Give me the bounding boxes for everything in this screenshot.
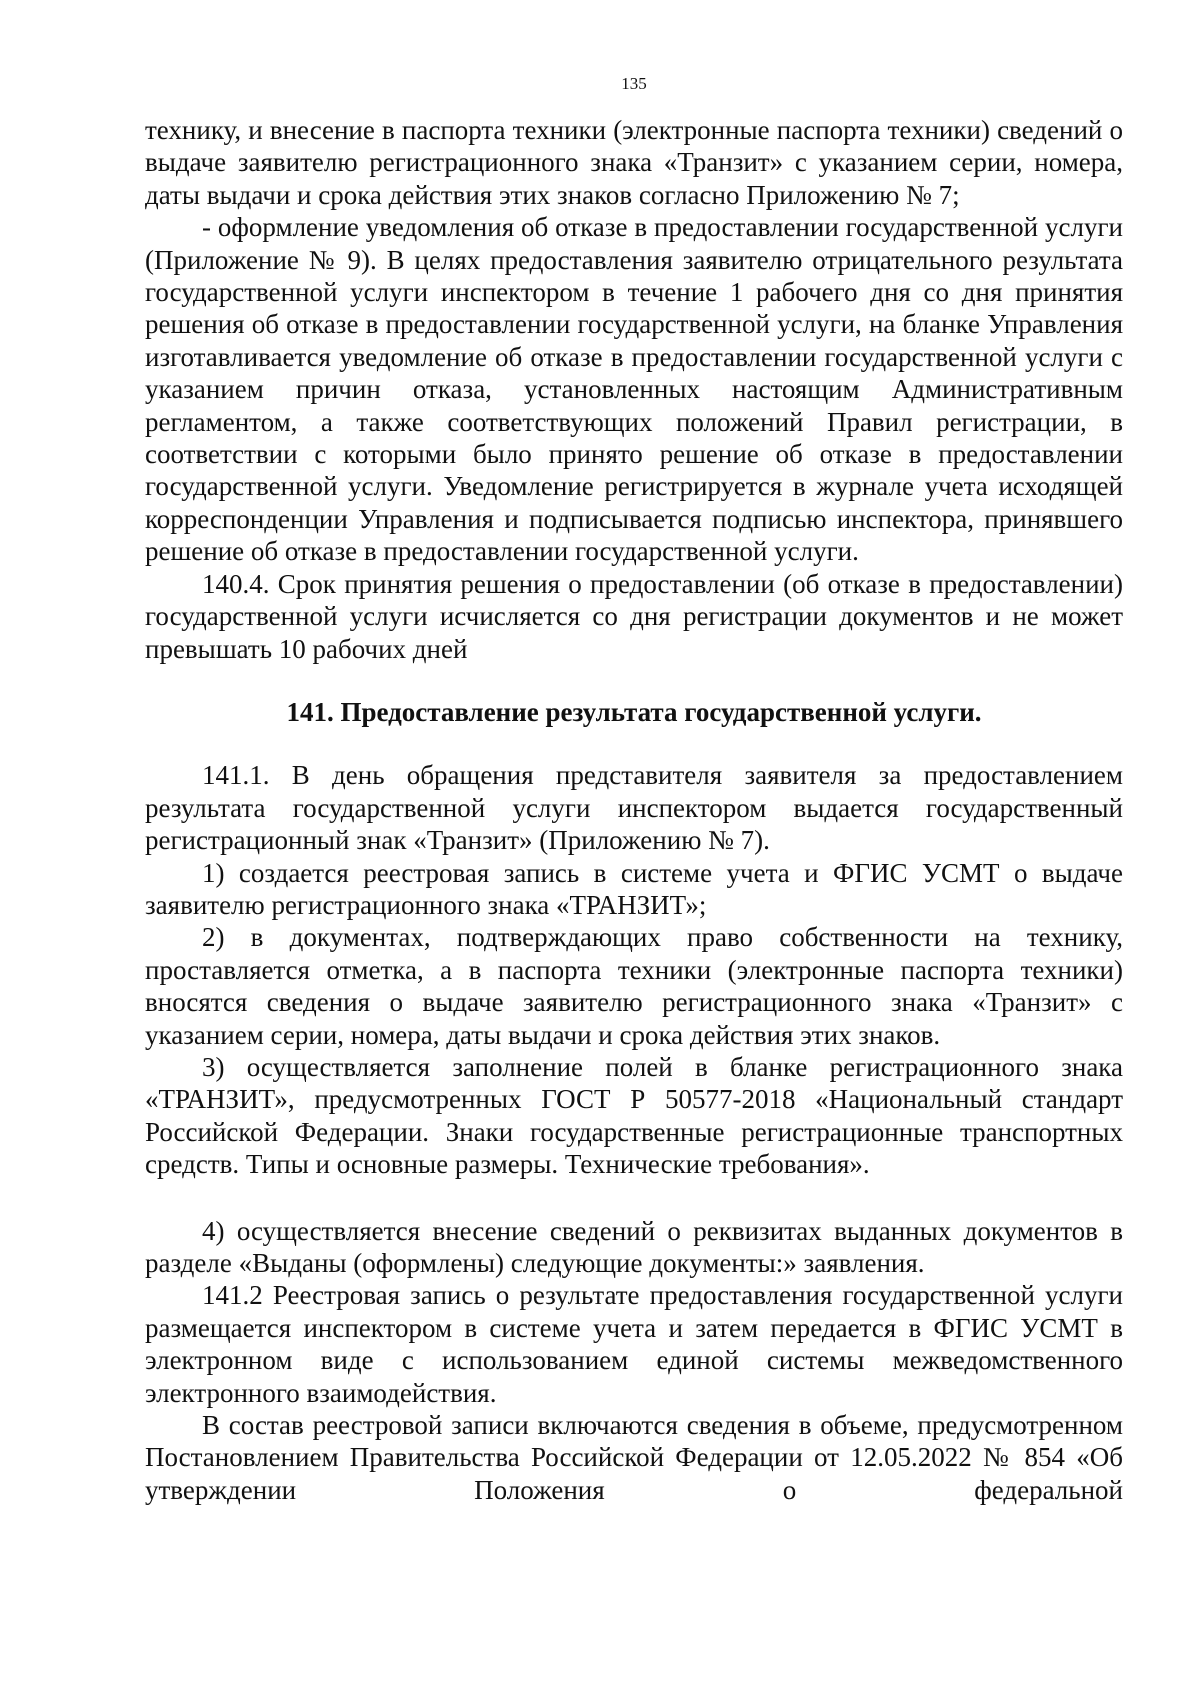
paragraph-141-2: 141.2 Реестровая запись о результате предоставления государственной услуги размещается инспектором в системе учета и затем передается в ФГИС УСМТ в электронном виде с использованием единой системы межведомственного электронного взаимодействия. <box>145 1280 1123 1408</box>
paragraph-refusal-notice: - оформление уведомления об отказе в предоставлении государственной услуги (Приложение № 9). В целях предоставления заявителю отрицательного результата государственной услуги инспектором в течение 1 рабочего дня со дня принятия решения об отказе в предоставлении государственной услуги, на бланке Управления изготавливается уведомление об отказе в предоставлении государственной услуги с указанием причин отказа, установленных настоящим Административным регламентом, а также соответствующих положений Правил регистрации, в соответствии с которыми было принято решение об отказе в предоставлении государственной услуги. Уведомление регистрируется в журнале учета исходящей корреспонденции Управления и подписывается подписью инспектора, принявшего решение об отказе в предоставлении государственной услуги. <box>145 212 1123 567</box>
paragraph-item-2: 2) в документах, подтверждающих право собственности на технику, проставляется отметка, а в паспорта техники (электронные паспорта техники) вносятся сведения о выдаче заявителю регистрационного знака «Транзит» с указанием серии, номера, даты выдачи и срока действия этих знаков. <box>145 922 1123 1050</box>
blank-line <box>145 1181 1123 1215</box>
page-number: 135 <box>621 74 647 93</box>
paragraph-item-4: 4) осуществляется внесение сведений о реквизитах выданных документов в разделе «Выданы (оформлены) следующие документы:» заявления. <box>145 1215 1123 1278</box>
paragraph-item-3: 3) осуществляется заполнение полей в бланке регистрационного знака «ТРАНЗИТ», предусмотренных ГОСТ Р 50577-2018 «Национальный стандарт Российской Федерации. Знаки государственные регистрационные транспортных средств. Типы и основные размеры. Технические требования». <box>145 1051 1123 1180</box>
paragraph-item-1: 1) создается реестровая запись в системе учета и ФГИС УСМТ о выдаче заявителю регистрационного знака «ТРАНЗИТ»; <box>145 857 1123 920</box>
section-heading: 141. Предоставление результата государственной услуги. <box>286 696 982 727</box>
paragraph-registry-composition: В состав реестровой записи включаются сведения в объеме, предусмотренном Постановлением Правительства Российской Федерации от 12.05.2022 № 854 «Об утверждении Положения о федеральной <box>145 1410 1123 1505</box>
paragraph-continuation: технику, и внесение в паспорта техники (электронные паспорта техники) сведений о выдаче заявителю регистрационного знака «Транзит» с указанием серии, номера, даты выдачи и срока действия этих знаков согласно Приложению № 7; <box>145 115 1123 210</box>
document-page <box>145 64 1123 1506</box>
paragraph-140-4: 140.4. Срок принятия решения о предоставлении (об отказе в предоставлении) государственной услуги исчисляется со дня регистрации документов и не может превышать 10 рабочих дней <box>145 568 1123 664</box>
paragraph-141-1: 141.1. В день обращения представителя заявителя за предоставлением результата государственной услуги инспектором выдается государственный регистрационный знак «Транзит» (Приложению № 7). <box>145 760 1123 856</box>
